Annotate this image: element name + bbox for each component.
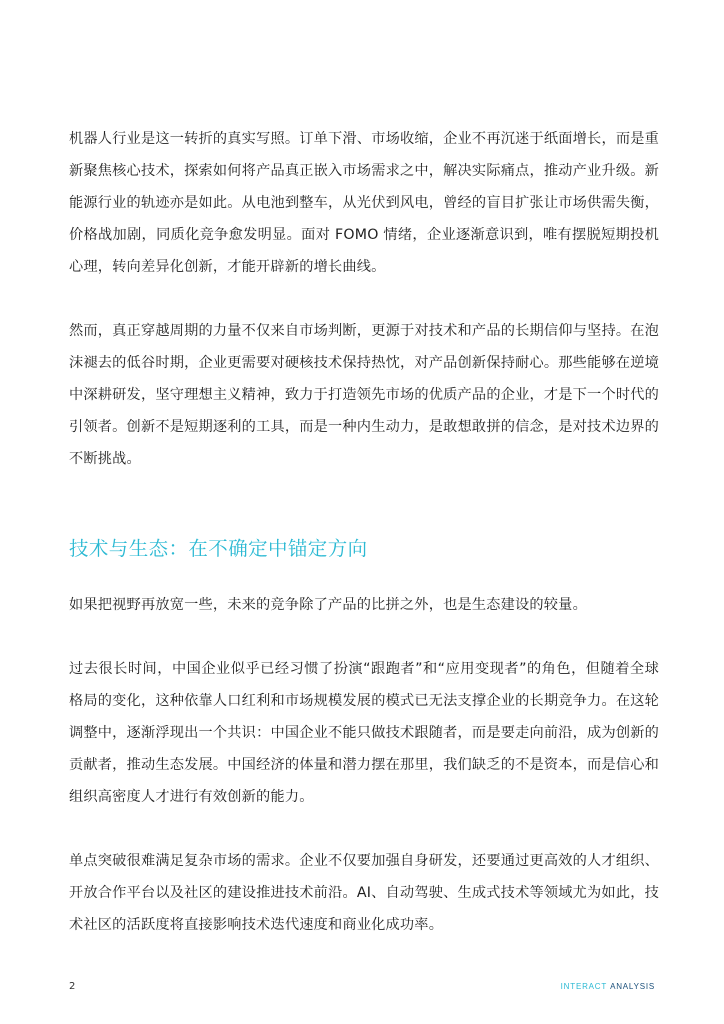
brand-name-second: ANALYSIS	[610, 981, 655, 991]
document-body	[69, 123, 659, 941]
body-paragraph: 如果把视野再放宽一些，未来的竞争除了产品的比拼之外，也是生态建设的较量。	[69, 597, 587, 613]
section-heading: 技术与生态：在不确定中锚定方向	[69, 537, 368, 560]
body-paragraph: 过去很长时间，中国企业似乎已经习惯了扮演“跟跑者”和“应用变现者”的角色，但随着全球格局的变化，这种依靠人口红利和市场规模发展的模式已无法支撑企业的长期竞争力。在这轮调整中，逐渐浮现出一个共识：中国企业不能只做技术跟随者，而是要走向前沿，成为创新的贡献者，推动生态发展。中国经济的体量和潜力摆在那里，我们缺乏的不是资本，而是信心和组织高密度人才进行有效创新的能力。	[69, 661, 659, 805]
body-paragraph: 然而，真正穿越周期的力量不仅来自市场判断，更源于对技术和产品的长期信仰与坚持。在泡沫褪去的低谷时期，企业更需要对硬核技术保持热忱，对产品创新保持耐心。那些能够在逆境中深耕研发，坚守理想主义精神，致力于打造领先市场的优质产品的企业，才是下一个时代的引领者。创新不是短期逐利的工具，而是一种内生动力，是敢想敢拼的信念，是对技术边界的不断挑战。	[69, 323, 659, 467]
page-footer	[69, 978, 655, 994]
brand-name-first: INTERACT	[560, 981, 608, 991]
body-paragraph: 机器人行业是这一转折的真实写照。订单下滑、市场收缩，企业不再沉迷于纸面增长，而是重新聚焦核心技术，探索如何将产品真正嵌入市场需求之中，解决实际痛点，推动产业升级。新能源行业的轨迹亦是如此。从电池到整车，从光伏到风电，曾经的盲目扩张让市场供需失衡，价格战加剧，同质化竞争愈发明显。面对 FOMO 情绪，企业逐渐意识到，唯有摆脱短期投机心理，转向差异化创新，才能开辟新的增长曲线。	[69, 131, 659, 275]
body-paragraph: 单点突破很难满足复杂市场的需求。企业不仅要加强自身研发，还要通过更高效的人才组织、开放合作平台以及社区的建设推进技术前沿。AI、自动驾驶、生成式技术等领域尤为如此，技术社区的活跃度将直接影响技术迭代速度和商业化成功率。	[69, 853, 659, 933]
brand-logo	[561, 982, 655, 991]
page-number: 2	[69, 980, 76, 992]
